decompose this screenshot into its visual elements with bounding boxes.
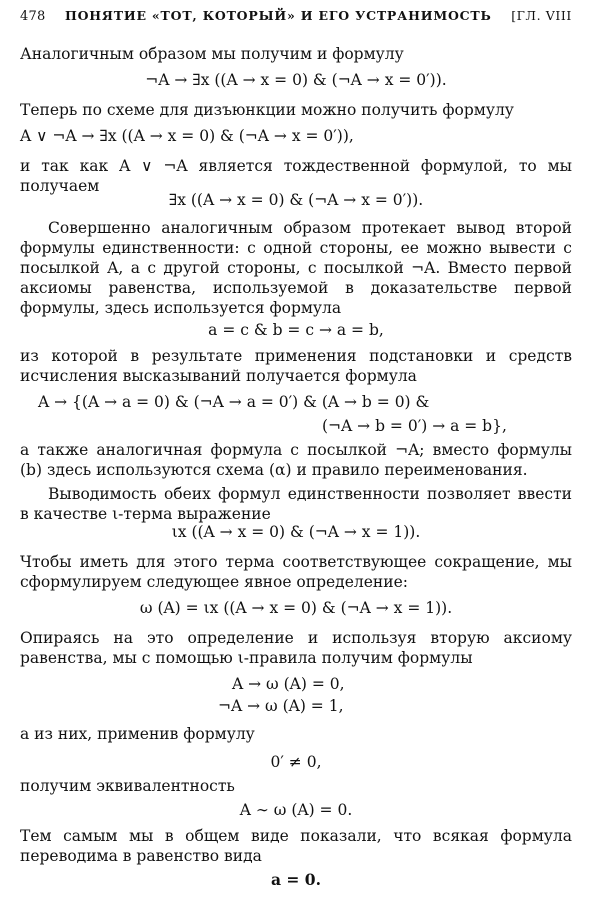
paragraph-9: Опираясь на это определение и используя вторую аксиому равенства, мы с помощью ι-правила получим формулы <box>20 629 572 667</box>
paragraph-1: Аналогичным образом мы получим и формулу <box>20 45 404 63</box>
chapter-marker: [ГЛ. VIII <box>511 8 572 23</box>
paragraph-12: Тем самым мы в общем виде показали, что всякая формула переводима в равенство вида <box>20 827 572 865</box>
paragraph-2: Теперь по схеме для дизъюнкции можно получить формулу <box>20 101 514 119</box>
formula-4: a = c & b = c → a = b, <box>208 321 384 339</box>
formula-5-line-1: A → {(A → a = 0) & (¬A → a = 0′) & (A → b = 0) & <box>38 393 430 411</box>
paragraph-3: и так как A ∨ ¬A является тождественной формулой, то мы получаем <box>20 157 572 195</box>
formula-9: 0′ ≠ 0, <box>270 753 322 771</box>
formula-3: ∃x ((A → x = 0) & (¬A → x = 0′)). <box>168 191 424 209</box>
paragraph-10: а из них, применив формулу <box>20 725 255 743</box>
formula-10: A ∼ ω (A) = 0. <box>239 801 353 819</box>
formula-5-line-2: (¬A → b = 0′) → a = b}, <box>322 417 507 435</box>
paragraph-7: Выводимость обеих формул единственности позволяет ввести в качестве ι-терма выражение <box>20 485 572 523</box>
running-title: ПОНЯТИЕ «ТОТ, КОТОРЫЙ» И ЕГО УСТРАНИМОСТЬ <box>65 8 492 23</box>
running-header <box>20 6 572 27</box>
formula-8-line-2: ¬A → ω (A) = 1, <box>218 697 344 715</box>
formula-7: ω (A) = ιx ((A → x = 0) & (¬A → x = 1)). <box>139 599 453 617</box>
paragraph-4: Совершенно аналогичным образом протекает вывод второй формулы единственности: с одной стороны, ее можно вывести с посылкой A, а с другой стороны, с посылкой ¬A. Вместо первой аксиомы равенства, используемой в доказательстве первой формулы, здесь используется формула <box>20 219 572 317</box>
formula-1: ¬A → ∃x ((A → x = 0) & (¬A → x = 0′)). <box>145 71 447 89</box>
paragraph-6: а также аналогичная формула с посылкой ¬A; вместо формулы (b) здесь используются схема (α) и правило переименования. <box>20 441 572 479</box>
formula-2: A ∨ ¬A → ∃x ((A → x = 0) & (¬A → x = 0′)), <box>20 127 354 145</box>
paragraph-8: Чтобы иметь для этого терма соответствующее сокращение, мы сформулируем следующее явное определение: <box>20 553 572 591</box>
paragraph-5: из которой в результате применения подстановки и средств исчисления высказываний получается формула <box>20 347 572 385</box>
paragraph-11: получим эквивалентность <box>20 777 235 795</box>
formula-8-line-1: A → ω (A) = 0, <box>232 675 345 693</box>
formula-11: a = 0. <box>270 870 321 889</box>
formula-6: ιx ((A → x = 0) & (¬A → x = 1)). <box>171 523 421 541</box>
page-number: 478 <box>20 9 46 24</box>
